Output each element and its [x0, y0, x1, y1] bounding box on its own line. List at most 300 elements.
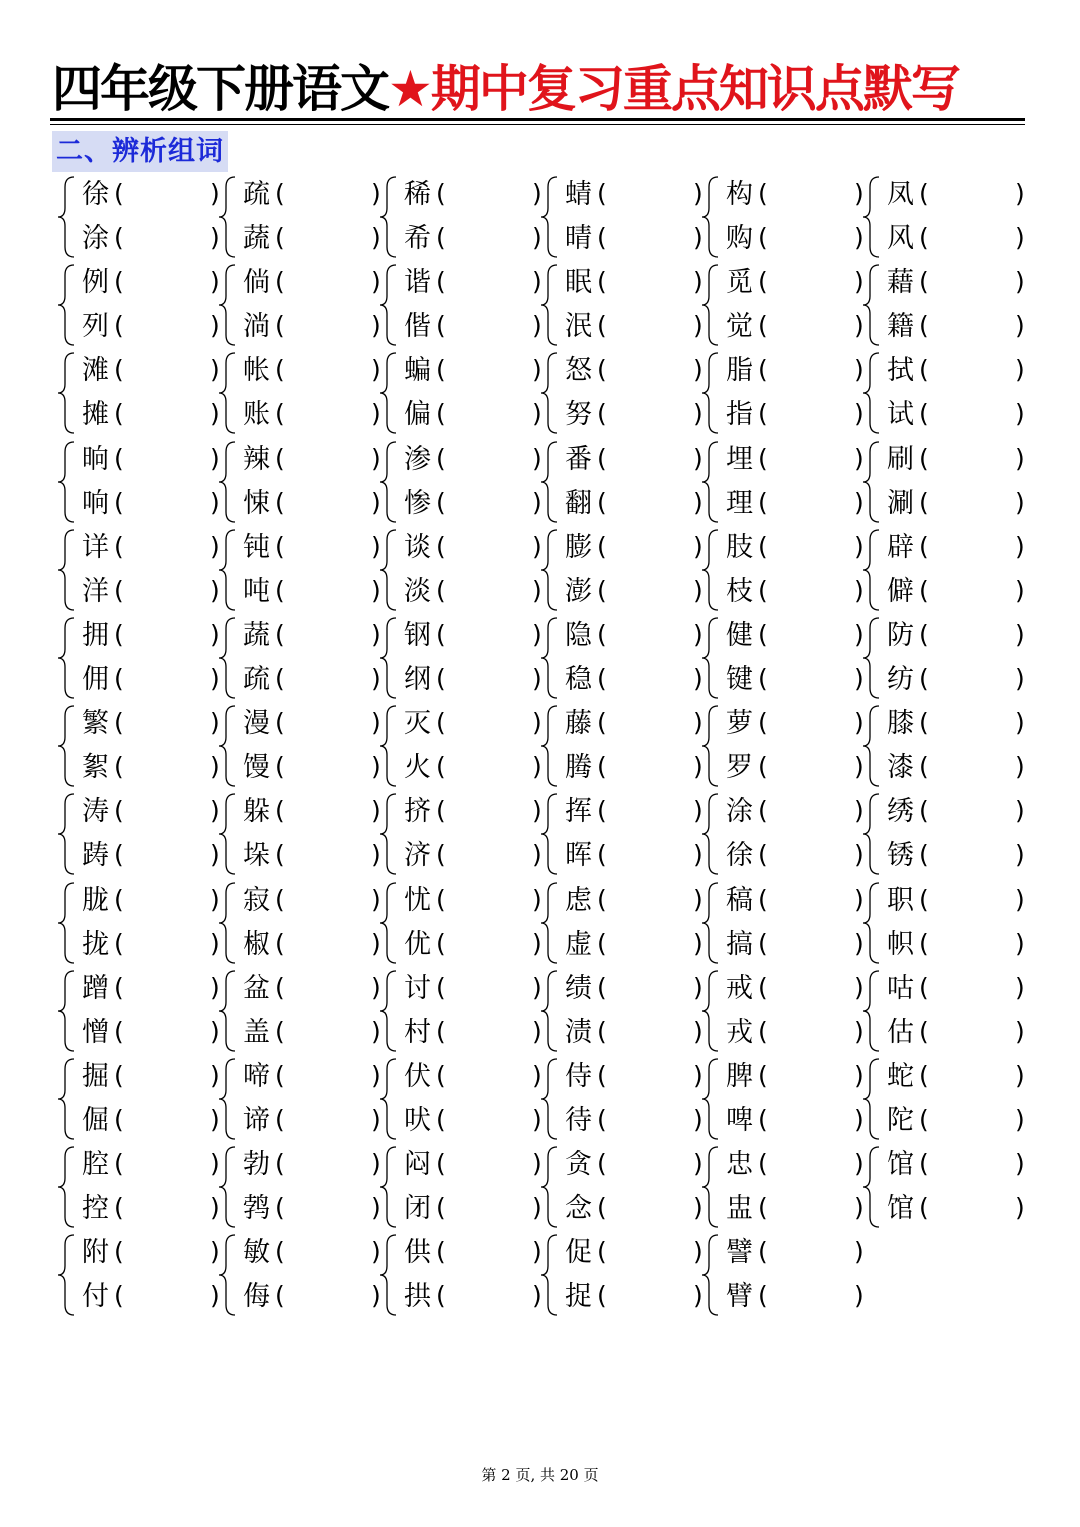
paren-open: (: [114, 1149, 124, 1179]
paren-open: (: [919, 972, 929, 1002]
word-pair: [56, 1143, 220, 1231]
word-blank-top[interactable]: [887, 173, 1027, 217]
paren-open: (: [758, 311, 768, 341]
word-blank-bottom[interactable]: [565, 1099, 705, 1143]
word-blank-bottom[interactable]: [565, 482, 705, 526]
character: 侍: [565, 1061, 592, 1092]
paren-open: (: [275, 1149, 285, 1179]
word-blank-top[interactable]: [243, 879, 383, 923]
word-blank-bottom[interactable]: [565, 746, 705, 790]
curly-brace-icon: [56, 1057, 78, 1141]
word-blank-top[interactable]: [565, 1231, 705, 1275]
curly-brace-icon: [539, 1057, 561, 1141]
word-blank-bottom[interactable]: [82, 658, 222, 702]
paren-close: ): [210, 399, 220, 429]
word-blank-bottom[interactable]: [887, 393, 1027, 437]
word-blank-top[interactable]: [565, 261, 705, 305]
paren-open: (: [919, 399, 929, 429]
paren-open: (: [919, 267, 929, 297]
word-pair: [378, 614, 542, 702]
character: 啤: [726, 1105, 753, 1136]
word-blank-bottom[interactable]: [565, 1011, 705, 1055]
paren-close: ): [532, 487, 542, 517]
paren-close: ): [1015, 884, 1025, 914]
word-blank-top[interactable]: [243, 173, 383, 217]
character: 晌: [82, 443, 109, 475]
paren-close: ): [210, 1237, 220, 1267]
word-blank-top[interactable]: [887, 790, 1027, 834]
character: 锈: [887, 840, 914, 872]
word-pair: [861, 1143, 1025, 1231]
word-blank-top[interactable]: [82, 702, 222, 746]
word-blank-top[interactable]: [565, 349, 705, 393]
character: 谛: [243, 1105, 270, 1136]
paren-open: (: [436, 531, 446, 561]
word-blank-bottom[interactable]: [243, 1099, 383, 1143]
word-blank-top[interactable]: [404, 702, 544, 746]
word-blank-top[interactable]: [887, 261, 1027, 305]
title-rule-thin: [50, 124, 1025, 125]
word-blank-bottom[interactable]: [404, 1099, 544, 1143]
paren-close: ): [693, 443, 703, 473]
curly-brace-icon: [700, 1233, 722, 1317]
word-pair: [539, 614, 703, 702]
paren-close: ): [532, 972, 542, 1002]
word-blank-top[interactable]: [726, 526, 866, 570]
word-blank-bottom[interactable]: [726, 746, 866, 790]
paren-open: (: [597, 1061, 607, 1090]
word-blank-bottom[interactable]: [887, 1099, 1027, 1143]
curly-brace-icon: [217, 792, 239, 876]
paren-open: (: [114, 708, 124, 738]
paren-close: ): [371, 223, 381, 252]
character: 钝: [243, 531, 270, 563]
character: 踌: [82, 840, 109, 872]
paren-close: ): [210, 1105, 220, 1134]
word-blank-top[interactable]: [565, 1143, 705, 1187]
word-blank-bottom[interactable]: [243, 570, 383, 614]
word-blank-top[interactable]: [726, 438, 866, 482]
character: 灭: [404, 708, 431, 740]
word-blank-bottom[interactable]: [82, 217, 222, 261]
paren-open: (: [436, 752, 446, 782]
word-blank-bottom[interactable]: [565, 570, 705, 614]
character: 隐: [565, 620, 592, 651]
paren-open: (: [758, 752, 768, 782]
word-blank-top[interactable]: [887, 967, 1027, 1011]
paren-close: ): [693, 531, 703, 561]
paren-open: (: [758, 1237, 768, 1267]
paren-close: ): [693, 752, 703, 782]
curly-brace-icon: [378, 704, 400, 788]
word-blank-bottom[interactable]: [243, 393, 383, 437]
paren-close: ): [371, 311, 381, 341]
word-blank-top[interactable]: [726, 173, 866, 217]
word-blank-top[interactable]: [565, 173, 705, 217]
paren-open: (: [919, 487, 929, 517]
character: 附: [82, 1237, 109, 1269]
character: 翻: [565, 487, 592, 519]
character: 疏: [243, 179, 270, 210]
word-blank-top[interactable]: [887, 614, 1027, 658]
character: 济: [404, 840, 431, 872]
word-blank-bottom[interactable]: [82, 1187, 222, 1231]
word-blank-bottom[interactable]: [887, 570, 1027, 614]
word-blank-top[interactable]: [82, 1055, 222, 1099]
paren-open: (: [275, 399, 285, 429]
character: 付: [82, 1281, 109, 1313]
paren-close: ): [210, 928, 220, 958]
character: 譬: [726, 1237, 753, 1269]
paren-close: ): [210, 223, 220, 252]
word-blank-top[interactable]: [565, 879, 705, 923]
paren-open: (: [597, 311, 607, 341]
character: 防: [887, 620, 914, 651]
paren-close: ): [854, 1193, 864, 1223]
character: 椒: [243, 928, 270, 960]
paren-close: ): [693, 1016, 703, 1046]
word-blank-top[interactable]: [565, 438, 705, 482]
word-blank-bottom[interactable]: [243, 834, 383, 878]
character: 控: [82, 1193, 109, 1225]
word-blank-top[interactable]: [404, 526, 544, 570]
paren-open: (: [275, 179, 285, 208]
curly-brace-icon: [700, 881, 722, 965]
paren-close: ): [854, 487, 864, 517]
word-blank-bottom[interactable]: [82, 482, 222, 526]
paren-open: (: [597, 708, 607, 738]
word-blank-bottom[interactable]: [82, 1275, 222, 1319]
word-blank-top[interactable]: [82, 173, 222, 217]
paren-close: ): [371, 487, 381, 517]
paren-close: ): [532, 223, 542, 252]
word-blank-top[interactable]: [82, 526, 222, 570]
word-blank-top[interactable]: [243, 1055, 383, 1099]
word-blank-bottom[interactable]: [82, 1099, 222, 1143]
word-blank-top[interactable]: [404, 438, 544, 482]
word-blank-top[interactable]: [565, 1055, 705, 1099]
word-blank-top[interactable]: [726, 702, 866, 746]
word-blank-top[interactable]: [404, 173, 544, 217]
character: 待: [565, 1105, 592, 1136]
character: 职: [887, 884, 914, 916]
word-blank-top[interactable]: [82, 967, 222, 1011]
word-blank-bottom[interactable]: [82, 834, 222, 878]
word-blank-bottom[interactable]: [404, 1187, 544, 1231]
word-blank-bottom[interactable]: [726, 570, 866, 614]
word-blank-bottom[interactable]: [726, 1011, 866, 1055]
word-blank-bottom[interactable]: [887, 746, 1027, 790]
word-blank-bottom[interactable]: [243, 482, 383, 526]
paren-open: (: [114, 884, 124, 914]
word-blank-bottom[interactable]: [726, 1275, 866, 1319]
word-blank-bottom[interactable]: [404, 1275, 544, 1319]
word-pair: [56, 1055, 220, 1143]
character: 涮: [887, 487, 914, 519]
word-blank-bottom[interactable]: [243, 217, 383, 261]
word-blank-bottom[interactable]: [404, 217, 544, 261]
word-blank-top[interactable]: [565, 967, 705, 1011]
word-blank-bottom[interactable]: [565, 305, 705, 349]
character: 肢: [726, 531, 753, 563]
word-blank-bottom[interactable]: [887, 217, 1027, 261]
word-blank-bottom[interactable]: [887, 1187, 1027, 1231]
paren-open: (: [758, 796, 768, 826]
word-blank-top[interactable]: [82, 438, 222, 482]
word-pair: [378, 438, 542, 526]
character: 试: [887, 399, 914, 431]
character: 徐: [82, 179, 109, 210]
character: 膨: [565, 531, 592, 563]
word-blank-bottom[interactable]: [887, 1011, 1027, 1055]
word-blank-top[interactable]: [887, 1055, 1027, 1099]
word-blank-top[interactable]: [404, 349, 544, 393]
word-blank-bottom[interactable]: [565, 834, 705, 878]
paren-close: ): [371, 972, 381, 1002]
word-blank-bottom[interactable]: [243, 1275, 383, 1319]
paren-open: (: [758, 399, 768, 429]
word-blank-top[interactable]: [243, 349, 383, 393]
word-blank-top[interactable]: [243, 967, 383, 1011]
word-blank-top[interactable]: [82, 1143, 222, 1187]
word-blank-bottom[interactable]: [887, 482, 1027, 526]
curly-brace-icon: [217, 175, 239, 259]
word-blank-top[interactable]: [887, 526, 1027, 570]
word-blank-bottom[interactable]: [565, 1275, 705, 1319]
curly-brace-icon: [217, 704, 239, 788]
paren-close: ): [1015, 399, 1025, 429]
word-blank-top[interactable]: [887, 879, 1027, 923]
curly-brace-icon: [378, 263, 400, 347]
paren-open: (: [114, 928, 124, 958]
word-blank-bottom[interactable]: [243, 1011, 383, 1055]
word-blank-top[interactable]: [82, 261, 222, 305]
word-blank-top[interactable]: [726, 261, 866, 305]
paren-open: (: [436, 972, 446, 1002]
paren-open: (: [597, 487, 607, 517]
character: 风: [887, 223, 914, 254]
word-blank-top[interactable]: [726, 1231, 866, 1275]
word-blank-top[interactable]: [887, 1143, 1027, 1187]
character: 憎: [82, 1016, 109, 1048]
paren-close: ): [693, 223, 703, 252]
word-blank-bottom[interactable]: [243, 658, 383, 702]
word-pair: [861, 349, 1025, 437]
word-blank-bottom[interactable]: [887, 834, 1027, 878]
word-blank-bottom[interactable]: [726, 834, 866, 878]
word-blank-top[interactable]: [565, 614, 705, 658]
word-blank-top[interactable]: [243, 702, 383, 746]
word-blank-top[interactable]: [726, 879, 866, 923]
word-blank-bottom[interactable]: [565, 393, 705, 437]
character: 钢: [404, 620, 431, 651]
word-blank-top[interactable]: [404, 1143, 544, 1187]
word-blank-top[interactable]: [887, 349, 1027, 393]
curly-brace-icon: [56, 704, 78, 788]
paren-close: ): [210, 708, 220, 738]
character: 徐: [726, 840, 753, 872]
paren-close: ): [854, 575, 864, 605]
character: 指: [726, 399, 753, 431]
paren-open: (: [597, 1237, 607, 1267]
word-blank-bottom[interactable]: [404, 305, 544, 349]
word-blank-top[interactable]: [243, 614, 383, 658]
word-pair: [56, 526, 220, 614]
word-blank-top[interactable]: [404, 1055, 544, 1099]
paren-close: ): [693, 1149, 703, 1179]
word-blank-top[interactable]: [565, 526, 705, 570]
word-blank-bottom[interactable]: [243, 305, 383, 349]
word-blank-bottom[interactable]: [404, 746, 544, 790]
paren-close: ): [532, 531, 542, 561]
paren-open: (: [758, 708, 768, 738]
curly-brace-icon: [378, 351, 400, 435]
word-blank-top[interactable]: [565, 790, 705, 834]
word-blank-top[interactable]: [82, 349, 222, 393]
word-blank-top[interactable]: [82, 879, 222, 923]
word-blank-bottom[interactable]: [726, 482, 866, 526]
character: 腾: [565, 752, 592, 784]
word-blank-top[interactable]: [726, 1143, 866, 1187]
word-blank-bottom[interactable]: [82, 1011, 222, 1055]
word-blank-top[interactable]: [726, 1055, 866, 1099]
paren-close: ): [210, 355, 220, 385]
paren-close: ): [693, 355, 703, 385]
paren-open: (: [114, 1061, 124, 1090]
word-blank-bottom[interactable]: [887, 923, 1027, 967]
word-blank-top[interactable]: [243, 790, 383, 834]
word-blank-top[interactable]: [243, 526, 383, 570]
word-blank-top[interactable]: [404, 790, 544, 834]
word-blank-top[interactable]: [404, 879, 544, 923]
curly-brace-icon: [700, 969, 722, 1053]
word-blank-top[interactable]: [243, 1231, 383, 1275]
curly-brace-icon: [217, 440, 239, 524]
word-blank-bottom[interactable]: [565, 923, 705, 967]
word-blank-top[interactable]: [243, 438, 383, 482]
paren-open: (: [919, 796, 929, 826]
word-blank-top[interactable]: [887, 702, 1027, 746]
word-blank-bottom[interactable]: [82, 393, 222, 437]
paren-close: ): [693, 620, 703, 649]
character: 闷: [404, 1149, 431, 1181]
character: 希: [404, 223, 431, 254]
word-blank-bottom[interactable]: [404, 658, 544, 702]
word-pair: [539, 879, 703, 967]
paren-open: (: [758, 620, 768, 649]
word-blank-bottom[interactable]: [887, 305, 1027, 349]
character: 蝙: [404, 355, 431, 387]
paren-close: ): [854, 1105, 864, 1134]
word-blank-bottom[interactable]: [243, 746, 383, 790]
paren-open: (: [919, 708, 929, 738]
word-blank-top[interactable]: [565, 702, 705, 746]
paren-open: (: [919, 620, 929, 649]
word-blank-top[interactable]: [404, 967, 544, 1011]
word-pair: [56, 261, 220, 349]
paren-open: (: [275, 355, 285, 385]
word-blank-bottom[interactable]: [726, 305, 866, 349]
paren-close: ): [210, 1193, 220, 1223]
word-pair: [56, 614, 220, 702]
word-blank-bottom[interactable]: [565, 1187, 705, 1231]
paren-close: ): [1015, 1193, 1025, 1223]
word-blank-top[interactable]: [82, 614, 222, 658]
character: 村: [404, 1016, 431, 1048]
word-blank-bottom[interactable]: [243, 923, 383, 967]
character: 鹁: [243, 1193, 270, 1225]
character: 挥: [565, 796, 592, 828]
word-blank-top[interactable]: [82, 1231, 222, 1275]
word-blank-top[interactable]: [82, 790, 222, 834]
word-blank-bottom[interactable]: [82, 923, 222, 967]
word-blank-top[interactable]: [243, 261, 383, 305]
paren-open: (: [597, 972, 607, 1002]
word-blank-bottom[interactable]: [404, 834, 544, 878]
paren-open: (: [758, 575, 768, 605]
word-blank-bottom[interactable]: [726, 393, 866, 437]
word-blank-bottom[interactable]: [726, 1187, 866, 1231]
paren-open: (: [758, 223, 768, 252]
word-blank-top[interactable]: [726, 349, 866, 393]
paren-close: ): [532, 1016, 542, 1046]
word-blank-bottom[interactable]: [82, 570, 222, 614]
word-blank-bottom[interactable]: [404, 570, 544, 614]
word-blank-top[interactable]: [404, 1231, 544, 1275]
paren-close: ): [371, 1237, 381, 1267]
word-blank-bottom[interactable]: [243, 1187, 383, 1231]
paren-open: (: [597, 664, 607, 693]
word-blank-bottom[interactable]: [404, 393, 544, 437]
word-blank-bottom[interactable]: [404, 1011, 544, 1055]
character: 怒: [565, 355, 592, 387]
curly-brace-icon: [56, 528, 78, 612]
word-blank-bottom[interactable]: [82, 746, 222, 790]
paren-close: ): [693, 487, 703, 517]
paren-close: ): [1015, 575, 1025, 605]
word-blank-bottom[interactable]: [726, 923, 866, 967]
curly-brace-icon: [861, 175, 883, 259]
paren-open: (: [919, 928, 929, 958]
word-blank-top[interactable]: [404, 614, 544, 658]
character: 戎: [726, 1016, 753, 1048]
word-blank-bottom[interactable]: [565, 217, 705, 261]
paren-close: ): [210, 972, 220, 1002]
paren-open: (: [919, 311, 929, 341]
word-blank-top[interactable]: [726, 967, 866, 1011]
word-blank-top[interactable]: [243, 1143, 383, 1187]
word-pair: [56, 173, 220, 261]
word-blank-top[interactable]: [726, 790, 866, 834]
word-blank-top[interactable]: [887, 438, 1027, 482]
word-blank-top[interactable]: [726, 614, 866, 658]
word-blank-bottom[interactable]: [726, 658, 866, 702]
word-blank-bottom[interactable]: [404, 482, 544, 526]
paren-open: (: [436, 620, 446, 649]
paren-open: (: [436, 223, 446, 252]
paren-close: ): [210, 1016, 220, 1046]
paren-close: ): [854, 399, 864, 429]
word-blank-bottom[interactable]: [726, 1099, 866, 1143]
word-blank-bottom[interactable]: [82, 305, 222, 349]
word-blank-bottom[interactable]: [726, 217, 866, 261]
word-blank-bottom[interactable]: [565, 658, 705, 702]
word-blank-bottom[interactable]: [887, 658, 1027, 702]
word-blank-bottom[interactable]: [404, 923, 544, 967]
word-blank-top[interactable]: [404, 261, 544, 305]
paren-open: (: [597, 223, 607, 252]
character: 吠: [404, 1105, 431, 1136]
